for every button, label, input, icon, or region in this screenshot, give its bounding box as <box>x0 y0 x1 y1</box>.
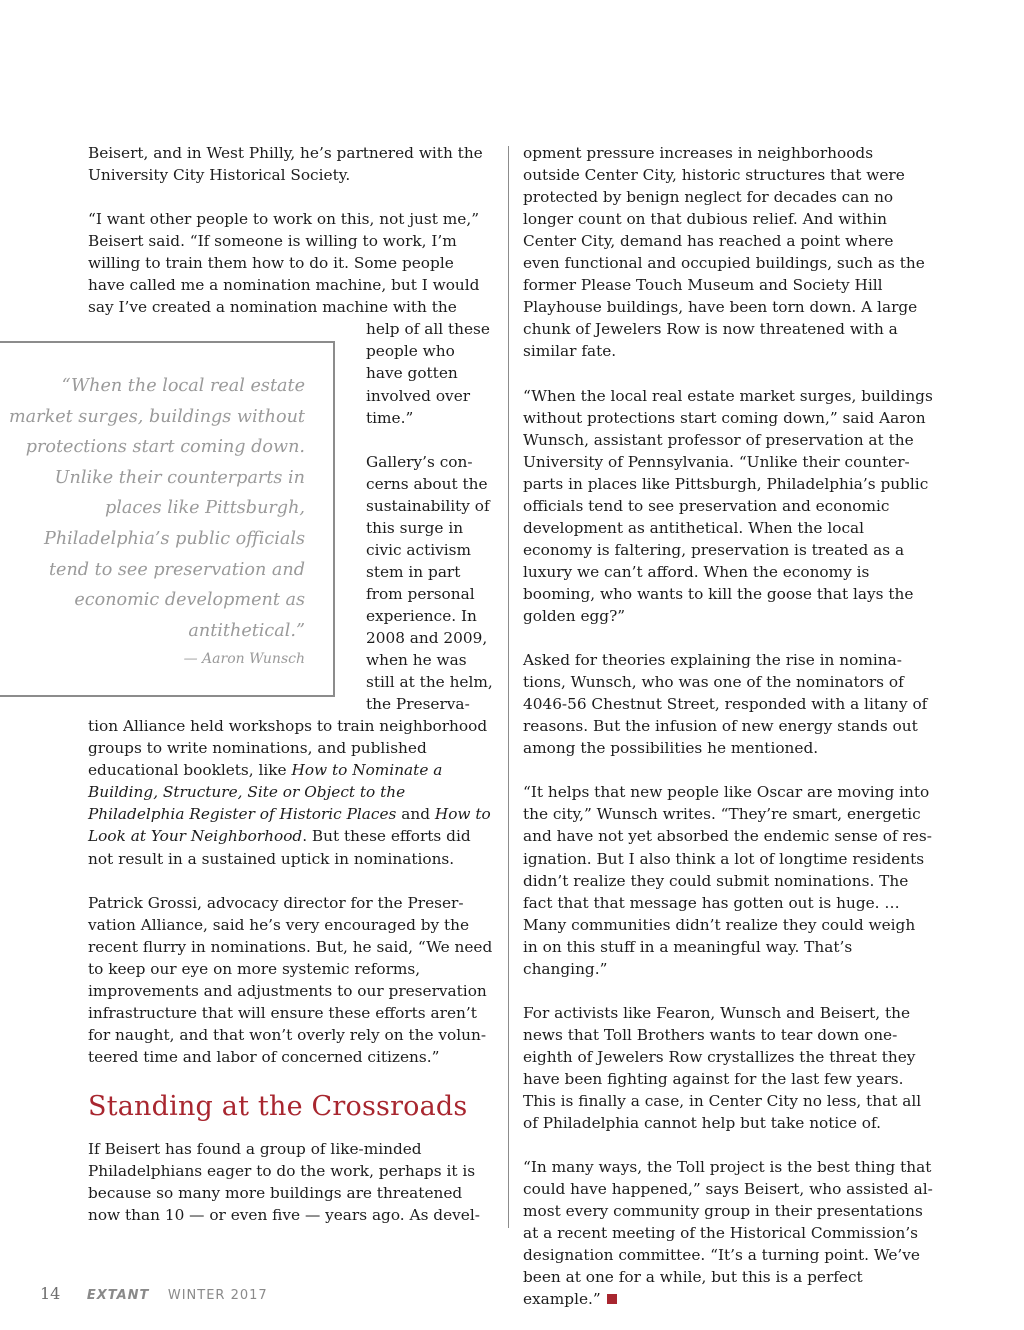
paragraph: For activists like Fearon, Wunsch and Beisert, the news that Toll Brothers wants to tear down one-eighth of Jewelers Row crystallizes the threat they have been fighting against for the last few years. This is finally a case, in Center City no less, that all of Philadelphia cannot help but take notice of. <box>523 1003 922 1133</box>
paragraph: Asked for theories explaining the rise in nominations, Wunsch, who was one of the nominators of 4046-56 Chestnut Street, responded with a litany of reasons. But the infusion of new energy stands out among the possibilities he mentioned. <box>523 651 928 758</box>
paragraph: Patrick Grossi, advocacy director for the Preservation Alliance, said he’s very encouraged by the recent flurry in nominations. But, he said, “We need to keep our eye on more systemic reforms, improvements and adjustments to our preservation infrastructure that will ensure these efforts aren’t for naught, and that won’t overly rely on the volunteered time and labor of concerned citizens.” <box>88 893 493 1066</box>
pull-quote <box>0 341 335 697</box>
pull-quote-text: “When the local real estate market surges, buildings without protections start coming down. Unlike their counterparts in places like Pittsburgh, Philadelphia’s public officials tend to see preservation and economic development as antithetical.” <box>8 376 305 641</box>
paragraph-text: . But these efforts did not result in a sustained uptick in nominations. <box>88 827 471 868</box>
paragraph-text: “I want other people to work on this, not just me,” Beisert said. “If someone is willing to work, I’m willing to train them how to do it. Some people have called me a nomination machine, but I would say I’ve created a nomination machine with the help of <box>88 210 480 339</box>
section-heading: Standing at the Crossroads <box>88 1091 468 1123</box>
pull-quote-attribution: — Aaron Wunsch <box>183 651 305 667</box>
paragraph-text: and <box>396 805 435 824</box>
page-number: 14 <box>40 1284 61 1303</box>
paragraph-text: Gallery’s concerns about the sustainability of this surge in civic activism stem in part from personal experience. In 2008 and 2009, when he was still at the helm, the Preservation Alliance held workshops <box>88 452 493 736</box>
booklet-title: How to Look at Your Neighborhood <box>88 805 491 846</box>
column-divider <box>508 146 509 1228</box>
issue-date: WINTER 2017 <box>167 1288 268 1303</box>
paragraph <box>523 1156 933 1310</box>
right-column <box>523 142 933 1310</box>
paragraph-text: all these people who have gotten involved over time.” <box>366 320 490 427</box>
paragraph-text: to train neighborhood groups to write nominations, and published educational booklets, like <box>88 717 488 780</box>
paragraph: If Beisert has found a group of like-minded Philadelphians eager to do the work, perhaps it is because so many more buildings are threatened now than 10 — or even five — years ago. As devel- <box>88 1140 480 1225</box>
paragraph: Beisert, and in West Philly, he’s partnered with the University City Historical Society. <box>88 144 483 185</box>
magazine-name: EXTANT <box>86 1288 150 1303</box>
page-footer <box>40 1284 268 1303</box>
paragraph: “It helps that new people like Oscar are moving into the city,” Wunsch writes. “They’re smart, energetic and have not yet absorbed the endemic sense of resignation. But I also think a lot of longtime residents didn’t realize they could submit nominations. The fact that that message has gotten out is huge. … Many communities didn’t realize they could weigh in on this stuff in a meaningful way. That’s changing.” <box>523 783 932 978</box>
end-of-article-mark <box>607 1294 617 1304</box>
paragraph: “When the local real estate market surges, buildings without protections start coming down,” said Aaron Wunsch, assistant professor of preservation at the University of Pennsylvania. “Unlike their counterparts in places like Pittsburgh, Philadelphia’s public officials tend to see preservation and economic development as antithetical. When the local economy is faltering, preservation is treated as a luxury we can’t afford. When the economy is booming, who wants to kill the goose that lays the golden egg?” <box>523 386 933 625</box>
paragraph: opment pressure increases in neighborhoods outside Center City, historic structures that were protected by benign neglect for decades can no longer count on that dubious relief. And within Center City, demand has reached a point where even functional and occupied buildings, such as the former Please Touch Museum and Society Hill Playhouse buildings, have been torn down. A large chunk of Jewelers Row is now threatened with a similar fate. <box>523 144 925 361</box>
paragraph-text: “In many ways, the Toll project is the best thing that could have happened,” says Beisert, who assisted almost every community group in their presentations at a recent meeting of the Historical Commission’s designation committee. “It’s a turning point. We’ve been at one for a while, but this is a perfect example.” <box>523 1158 933 1309</box>
booklet-title: How to Nominate a Building, Structure, Site or Object to the Philadelphia Register of Historic Places <box>88 761 443 824</box>
